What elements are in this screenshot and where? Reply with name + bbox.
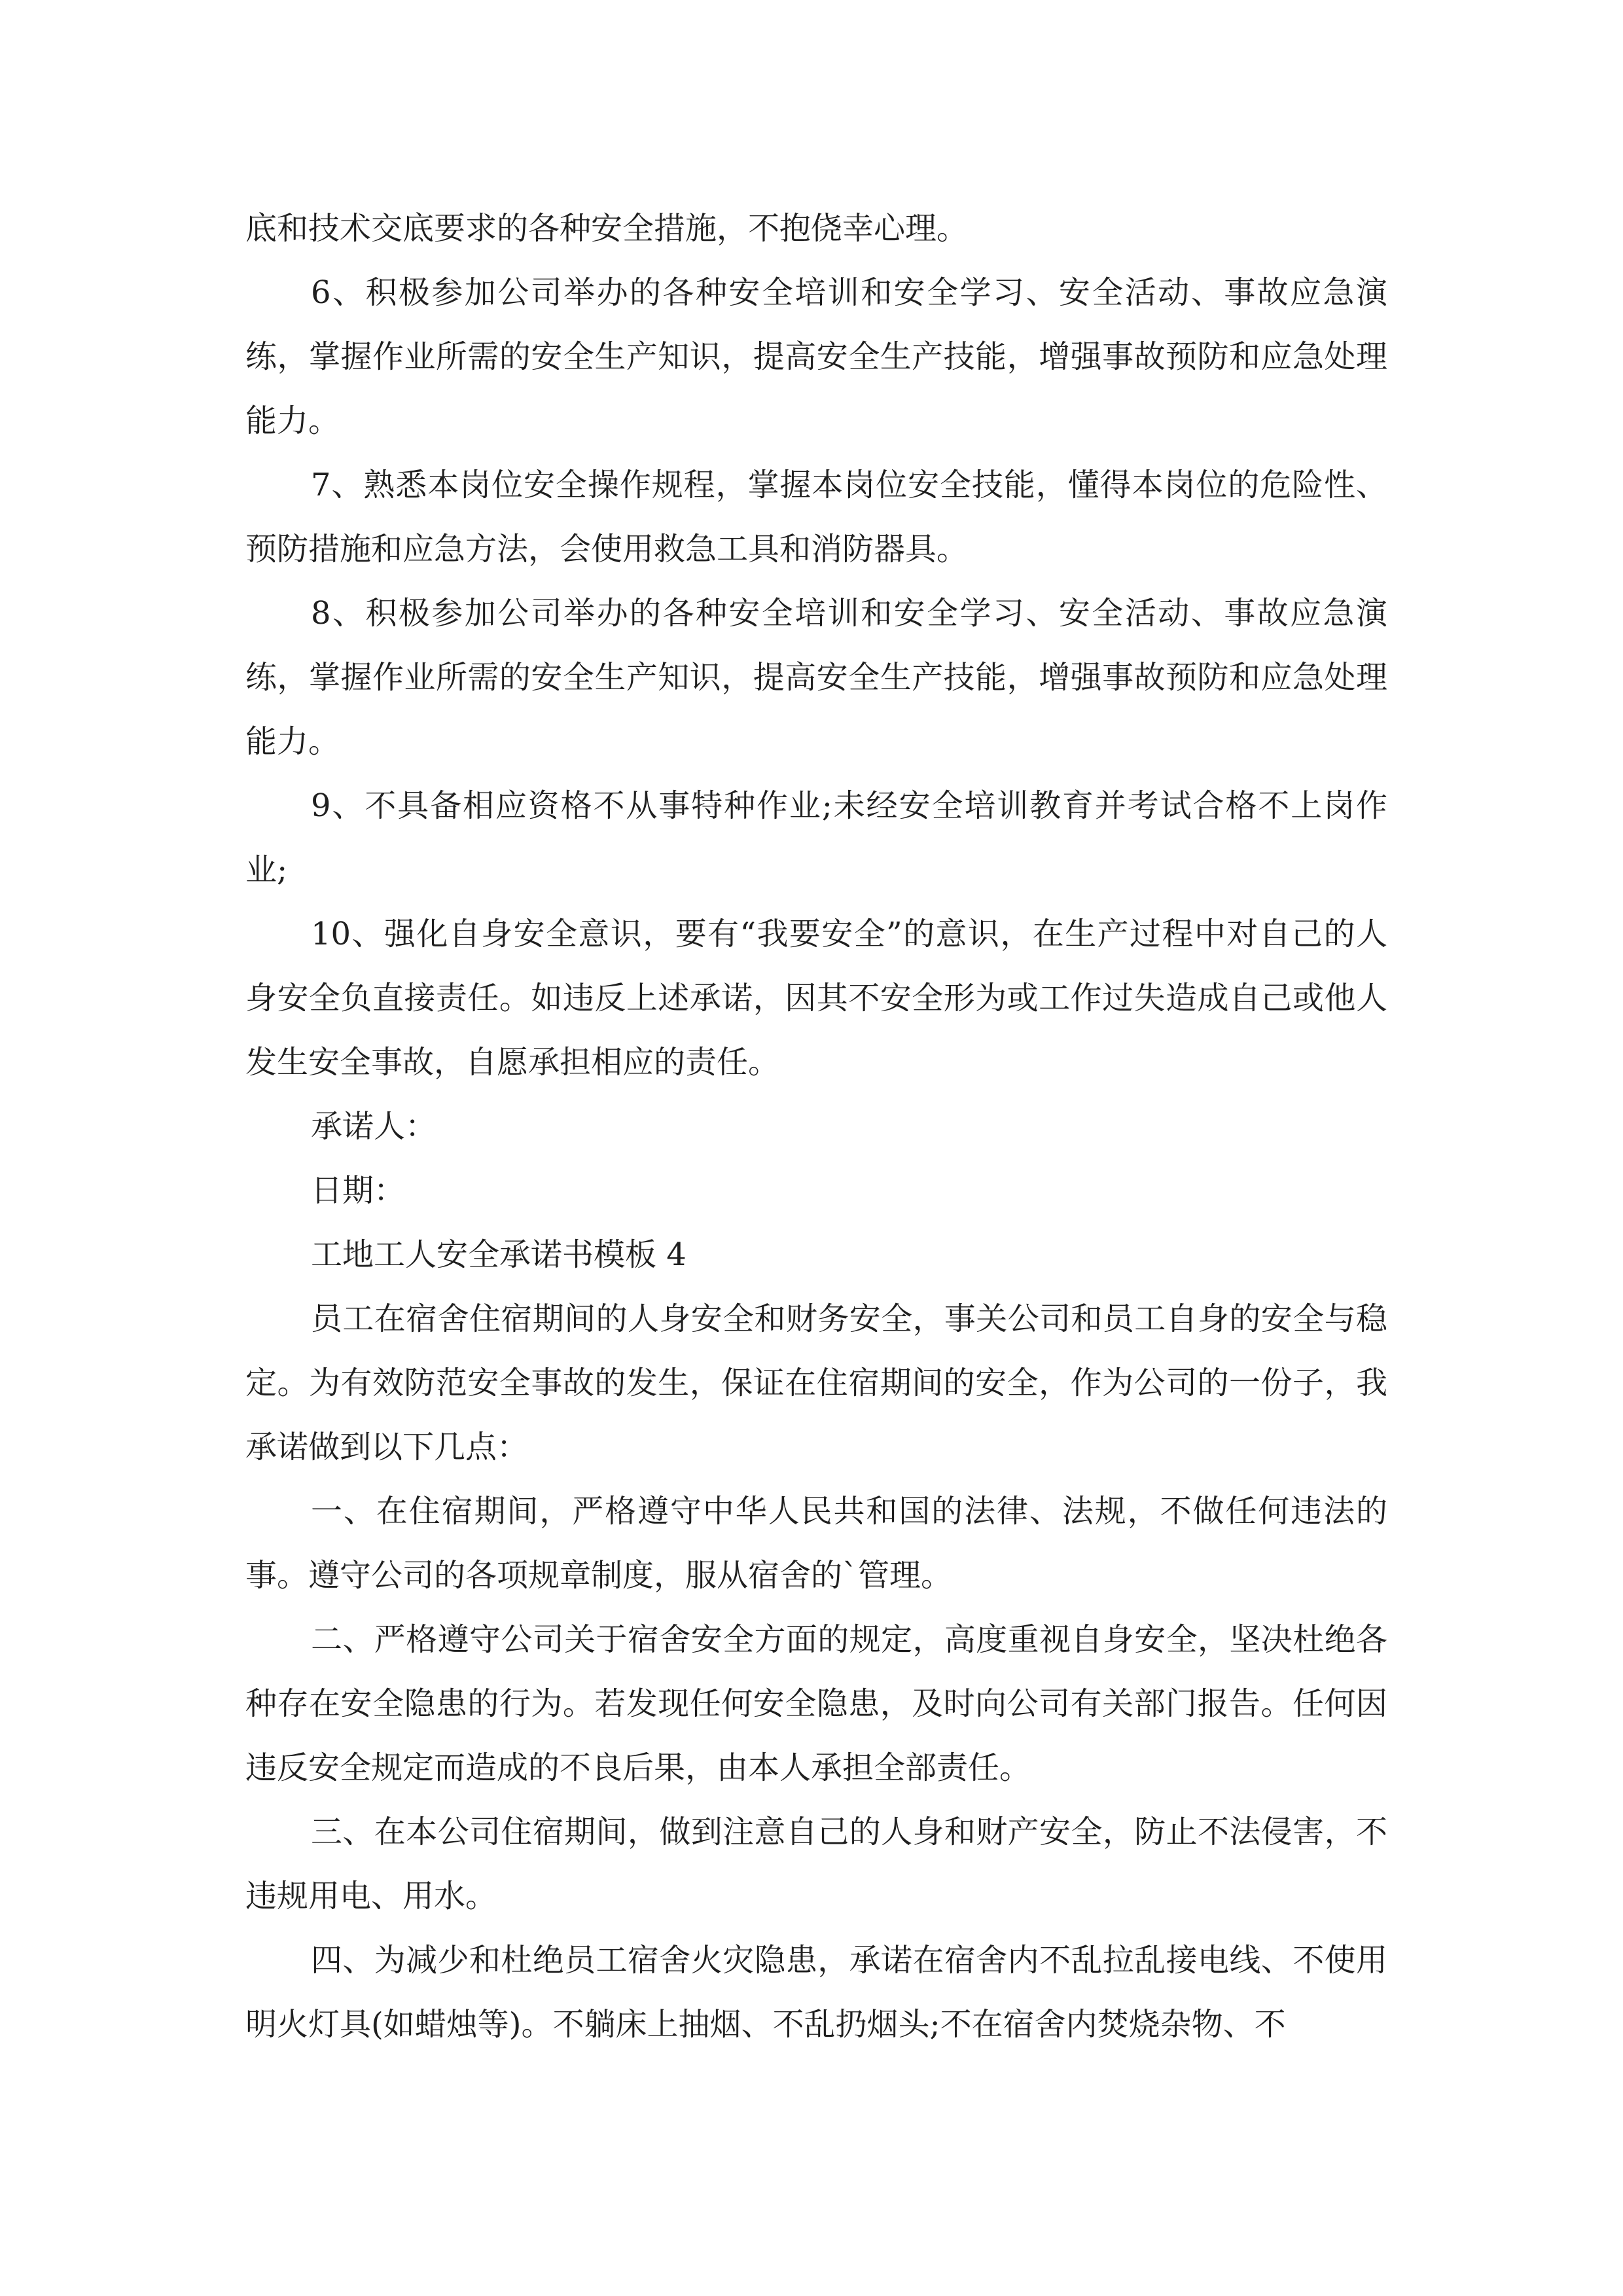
section-title: 工地工人安全承诺书模板 4: [311, 1236, 687, 1273]
paragraph-item-6: 6、积极参加公司举办的各种安全培训和安全学习、安全活动、事故应急演练，掌握作业所需的安全生产知识，提高安全生产技能，增强事故预防和应急处理能力。: [245, 274, 1387, 439]
document-body: [245, 196, 1387, 2056]
paragraph-point-1: 一、在住宿期间，严格遵守中华人民共和国的法律、法规，不做任何违法的事。遵守公司的各项规章制度，服从宿舍的`管理。: [245, 1493, 1387, 1594]
signatory-label: 承诺人：: [311, 1108, 437, 1145]
paragraph-point-2: 二、严格遵守公司关于宿舍安全方面的规定，高度重视自身安全，坚决杜绝各种存在安全隐患的行为。若发现任何安全隐患，及时向公司有关部门报告。任何因违反安全规定而造成的不良后果，由本人承担全部责任。: [245, 1621, 1387, 1786]
paragraph-item-8: 8、积极参加公司举办的各种安全培训和安全学习、安全活动、事故应急演练，掌握作业所需的安全生产知识，提高安全生产技能，增强事故预防和应急处理能力。: [245, 595, 1387, 760]
paragraph-item-7: 7、熟悉本岗位安全操作规程，掌握本岗位安全技能，懂得本岗位的危险性、预防措施和应急方法，会使用救急工具和消防器具。: [245, 467, 1387, 567]
paragraph-item-9: 9、不具备相应资格不从事特种作业;未经安全培训教育并考试合格不上岗作业;: [245, 787, 1387, 888]
paragraph-point-3: 三、在本公司住宿期间，做到注意自己的人身和财产安全，防止不法侵害，不违规用电、用水。: [245, 1814, 1387, 1914]
paragraph-continuation: 底和技术交底要求的各种安全措施，不抱侥幸心理。: [245, 210, 969, 247]
paragraph-item-10: 10、强化自身安全意识，要有“我要安全”的意识，在生产过程中对自己的人身安全负直接责任。如违反上述承诺，因其不安全形为或工作过失造成自己或他人发生安全事故，自愿承担相应的责任。: [245, 916, 1387, 1081]
paragraph-point-4: 四、为减少和杜绝员工宿舍火灾隐患，承诺在宿舍内不乱拉乱接电线、不使用明火灯具(如蜡烛等)。不躺床上抽烟、不乱扔烟头;不在宿舍内焚烧杂物、不: [245, 1942, 1387, 2043]
date-label: 日期：: [311, 1172, 406, 1209]
paragraph-intro: 员工在宿舍住宿期间的人身安全和财务安全，事关公司和员工自身的安全与稳定。为有效防范安全事故的发生，保证在住宿期间的安全，作为公司的一份子，我承诺做到以下几点：: [245, 1300, 1387, 1465]
